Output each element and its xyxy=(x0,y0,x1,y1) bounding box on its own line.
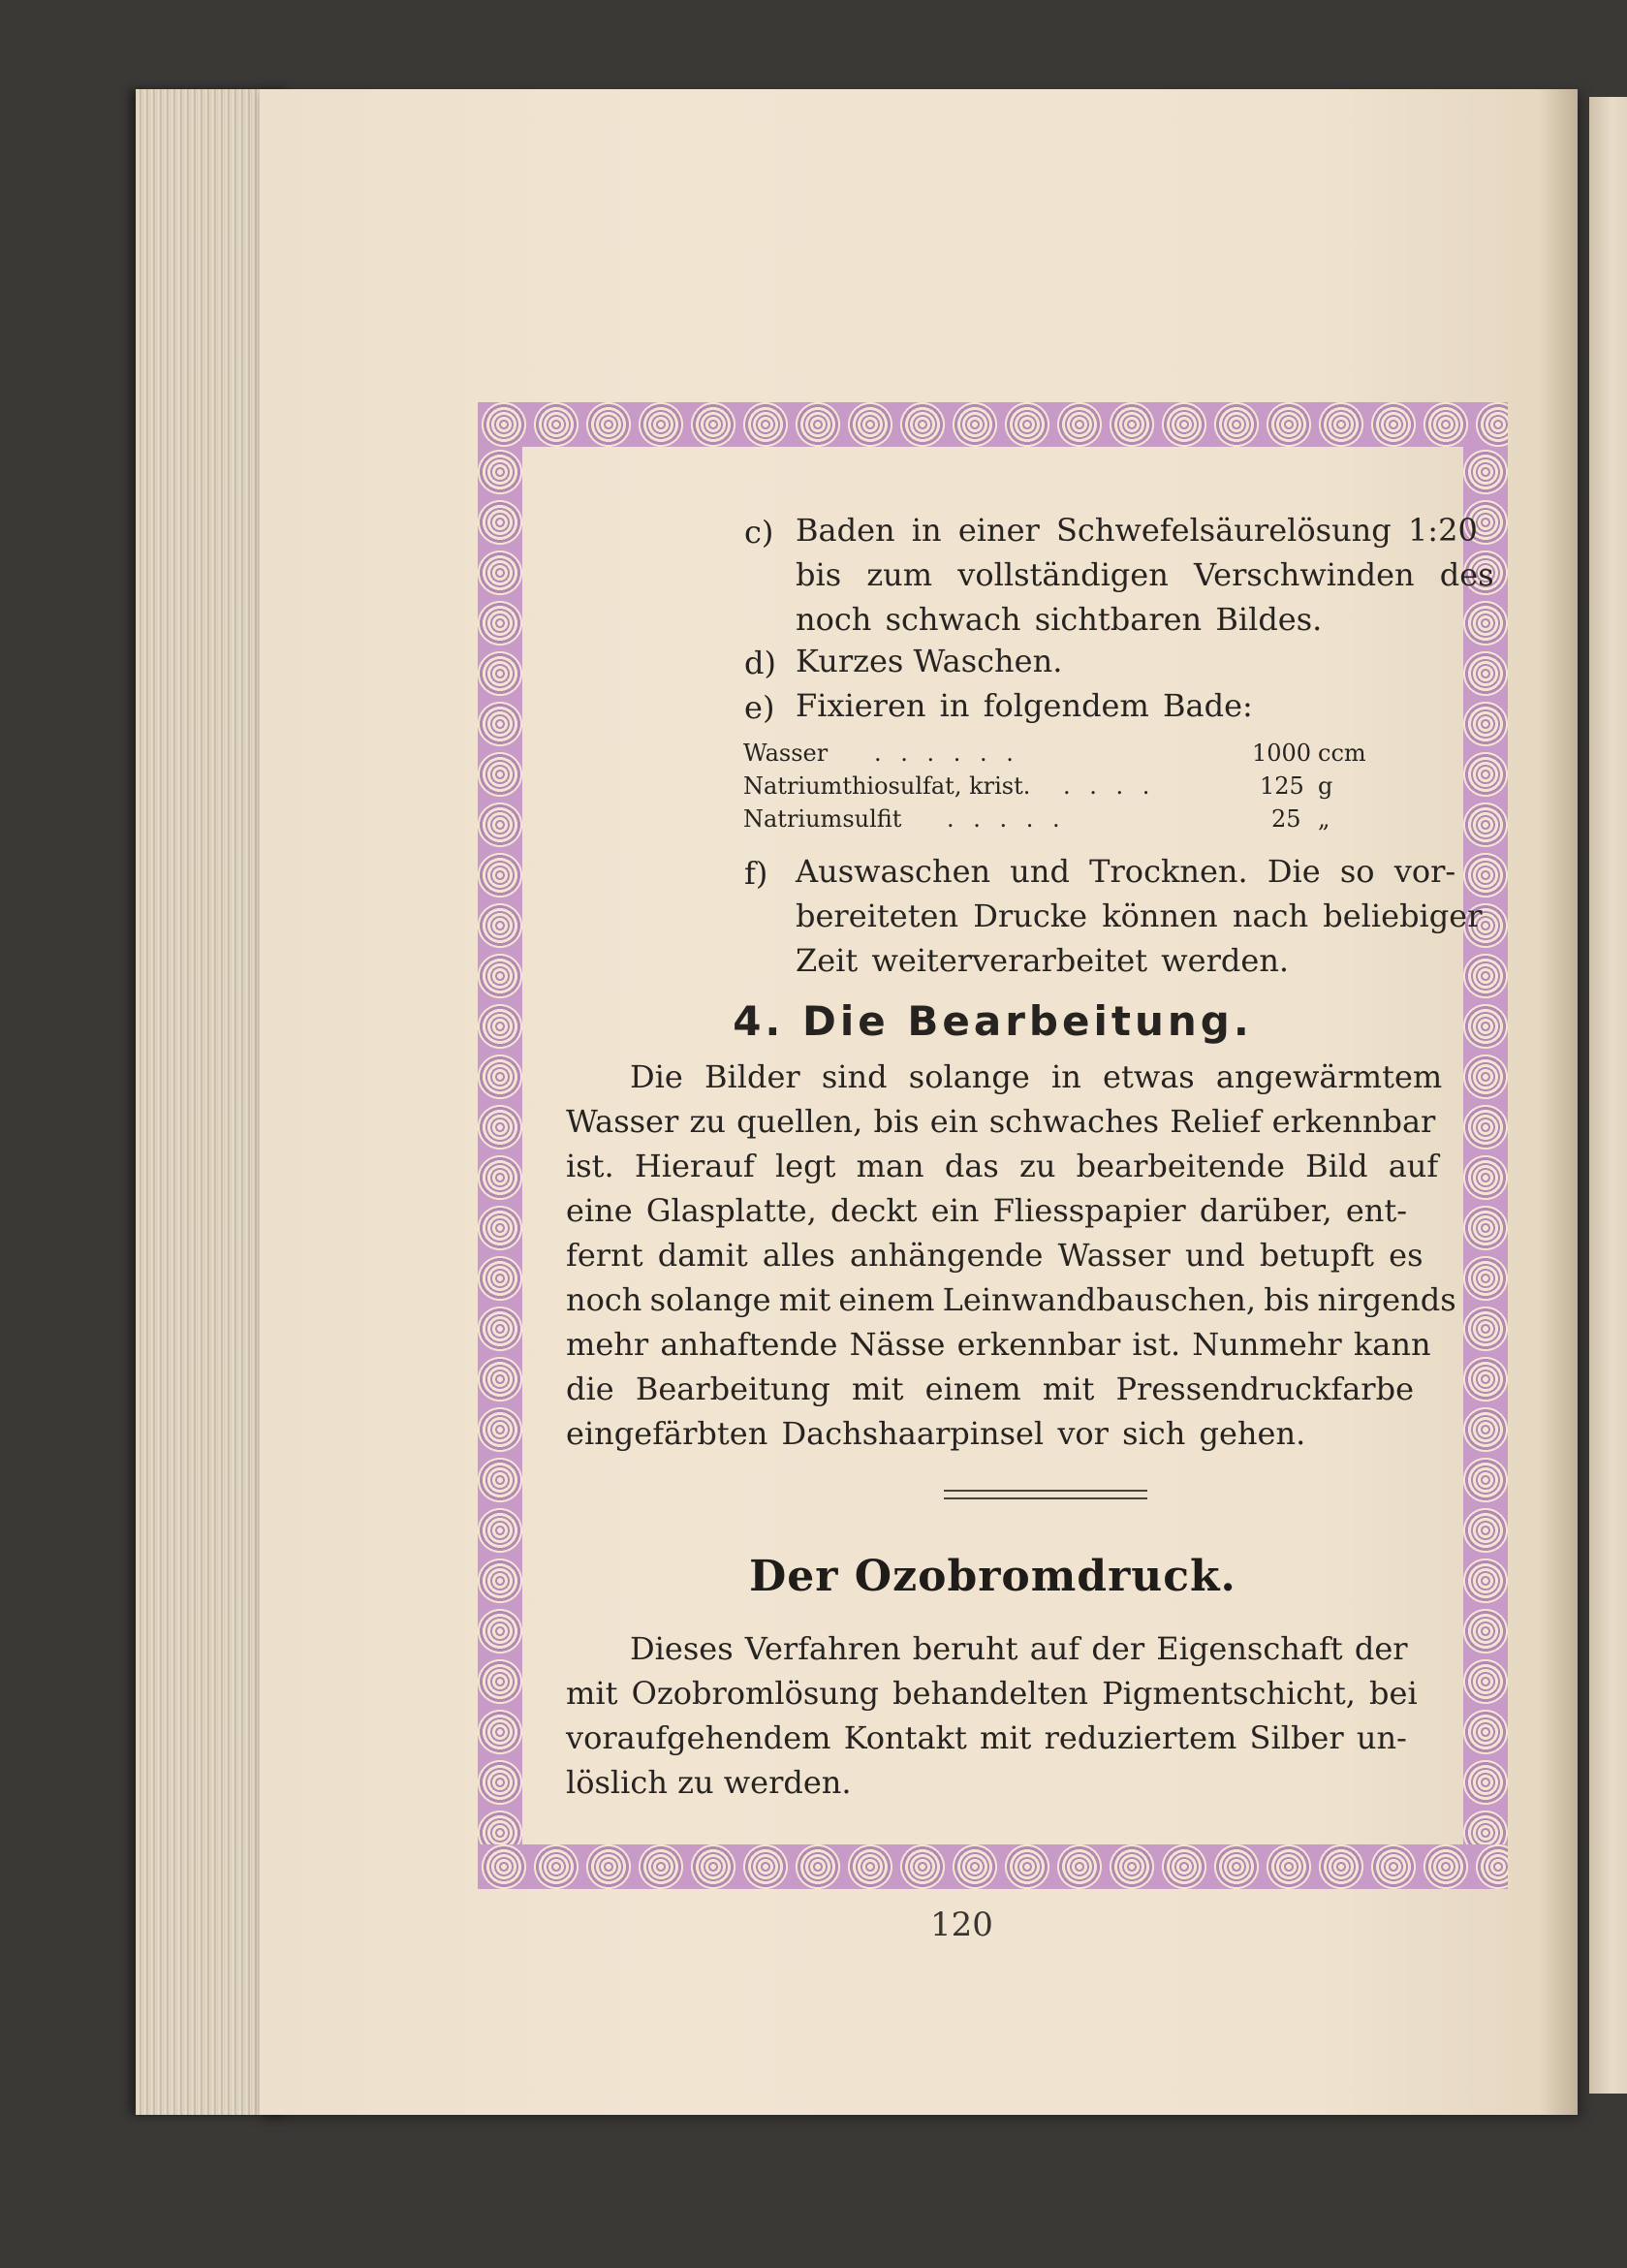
list-item-c-line-3: noch schwach sichtbaren Bildes. xyxy=(796,601,1323,638)
list-item-d: Kurzes Waschen. xyxy=(796,643,1063,679)
paragraph-line: löslich zu werden. xyxy=(566,1764,852,1801)
paragraph-line: mehr anhaftende Nässe erkennbar ist. Nunmehr kann xyxy=(566,1326,1431,1363)
recipe-quantity: 125 xyxy=(1260,772,1304,800)
recipe-row xyxy=(743,738,1366,769)
recipe-ingredient: Wasser xyxy=(743,740,829,767)
paragraph-line: Die Bilder sind solange in etwas angewärmtem xyxy=(630,1058,1443,1095)
recipe-unit: ccm xyxy=(1318,740,1366,767)
paragraph-line: Dieses Verfahren beruht auf der Eigenschaft der xyxy=(630,1630,1408,1667)
paragraph-line: noch solange mit einem Leinwandbauschen, bis nirgends xyxy=(566,1281,1456,1318)
recipe-unit: g xyxy=(1318,772,1333,800)
recipe-ingredient: Natriumsulfit xyxy=(743,805,902,833)
recipe-leader-dots: . . . . . xyxy=(947,805,1066,833)
paragraph-line: eingefärbten Dachshaarpinsel vor sich gehen. xyxy=(566,1415,1306,1452)
recipe-unit: „ xyxy=(1318,805,1330,833)
section-divider-rule xyxy=(944,1490,1147,1499)
list-label-f: f) xyxy=(744,855,768,892)
recipe-row xyxy=(743,771,1333,802)
recipe-quantity: 25 xyxy=(1271,805,1301,833)
list-item-f-line-1: Auswaschen und Trocknen. Die so vor- xyxy=(796,853,1456,890)
list-item-c-line-2: bis zum vollständigen Verschwinden des xyxy=(796,556,1494,593)
page-number: 120 xyxy=(930,1906,993,1944)
list-item-f-line-2: bereiteten Drucke können nach beliebiger xyxy=(796,898,1483,934)
recipe-leader-dots: . . . . xyxy=(1063,772,1156,800)
paragraph-line: eine Glasplatte, deckt ein Fliesspapier darüber, ent- xyxy=(566,1192,1408,1229)
border-bottom xyxy=(478,1844,1508,1889)
paragraph-line: ist. Hierauf legt man das zu bearbeitende Bild auf xyxy=(566,1148,1439,1184)
section-heading: 4. Die Bearbeitung. xyxy=(733,997,1253,1045)
list-label-d: d) xyxy=(744,645,776,681)
ornamental-border xyxy=(478,402,1508,1889)
border-right xyxy=(1463,447,1508,1844)
paragraph-line: die Bearbeitung mit einem mit Pressendruckfarbe xyxy=(566,1370,1414,1407)
page-gutter-shadow xyxy=(1539,89,1578,2115)
border-left xyxy=(478,447,522,1844)
list-label-e: e) xyxy=(744,689,775,726)
list-item-c-line-1: Baden in einer Schwefelsäurelösung 1:20 xyxy=(796,512,1478,549)
list-item-f-line-3: Zeit weiterverarbeitet werden. xyxy=(796,942,1290,979)
border-top xyxy=(478,402,1508,447)
list-label-c: c) xyxy=(744,514,774,551)
framed-content xyxy=(522,447,1494,1844)
paragraph-line: fernt damit alles anhängende Wasser und betupft es xyxy=(566,1237,1424,1274)
paragraph-line: mit Ozobromlösung behandelten Pigmentschicht, bei xyxy=(566,1675,1418,1712)
recipe-ingredient: Natriumthiosulfat, krist. xyxy=(743,772,1031,800)
recipe-quantity: 1000 xyxy=(1252,740,1312,767)
paragraph-line: Wasser zu quellen, bis ein schwaches Relief erkennbar xyxy=(566,1103,1436,1140)
paragraph-line: voraufgehendem Kontakt mit reduziertem Silber un- xyxy=(566,1719,1407,1756)
recipe-row xyxy=(743,803,1330,835)
facing-page-edge xyxy=(1589,97,1627,2094)
list-item-e: Fixieren in folgendem Bade: xyxy=(796,687,1253,724)
chapter-heading: Der Ozobromdruck. xyxy=(749,1552,1236,1601)
recipe-leader-dots: . . . . . . xyxy=(874,740,1019,767)
